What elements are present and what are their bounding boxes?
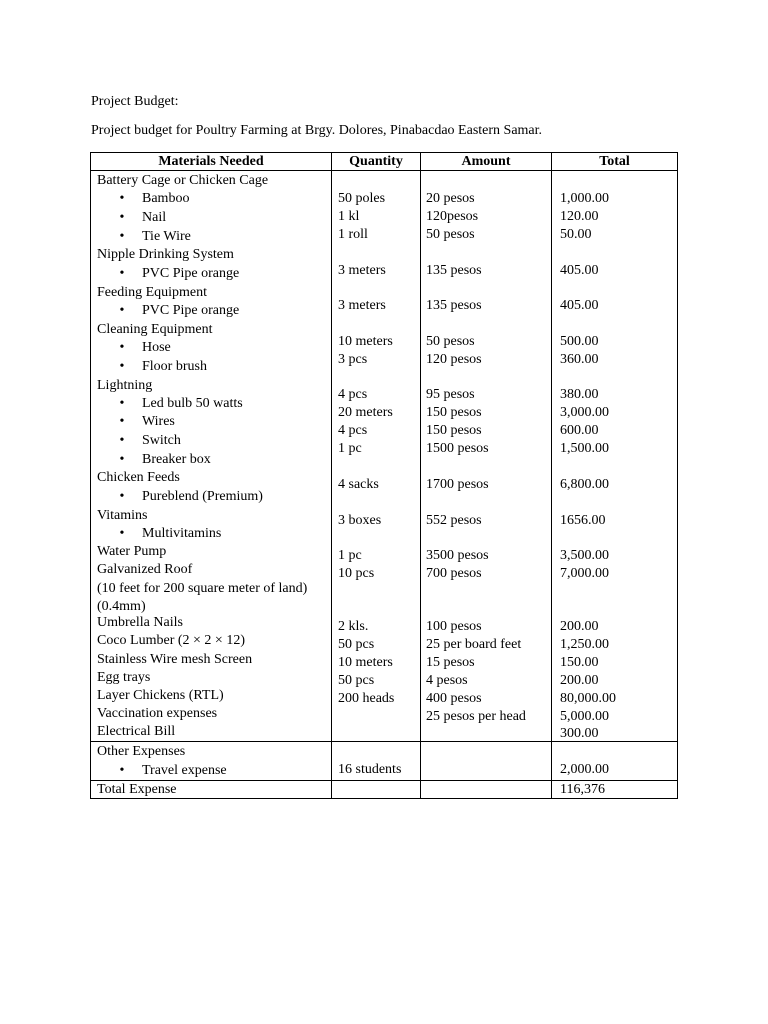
bullet-icon: • — [119, 526, 125, 541]
quantity-cell: 3 meters — [338, 263, 386, 278]
material-category: Egg trays — [97, 670, 151, 685]
total-cell: 600.00 — [560, 423, 599, 438]
material-subitem: Pureblend (Premium) — [142, 489, 263, 504]
material-subitem: Wires — [142, 414, 175, 429]
bullet-icon: • — [119, 229, 125, 244]
amount-cell: 15 pesos — [426, 655, 475, 670]
quantity-cell: 4 pcs — [338, 387, 368, 402]
quantity-cell: 1 kl — [338, 209, 360, 224]
total-cell: 1656.00 — [560, 513, 606, 528]
total-cell: 6,800.00 — [560, 477, 609, 492]
quantity-cell: 50 poles — [338, 191, 386, 206]
col-divider-3 — [551, 152, 552, 799]
amount-cell: 700 pesos — [426, 566, 482, 581]
material-subitem: Breaker box — [142, 452, 211, 467]
amount-cell: 1500 pesos — [426, 441, 489, 456]
header-amount: Amount — [461, 154, 511, 169]
amount-cell: 3500 pesos — [426, 548, 489, 563]
quantity-cell: 4 pcs — [338, 423, 368, 438]
quantity-cell: 3 pcs — [338, 352, 368, 367]
total-cell: 1,250.00 — [560, 637, 609, 652]
quantity-cell: 20 meters — [338, 405, 393, 420]
amount-cell: 150 pesos — [426, 405, 482, 420]
quantity-cell: 4 sacks — [338, 477, 379, 492]
total-cell: 405.00 — [560, 263, 599, 278]
amount-cell: 95 pesos — [426, 387, 475, 402]
quantity-cell: 50 pcs — [338, 673, 375, 688]
material-category: (0.4mm) — [97, 599, 146, 614]
total-expense-value: 116,376 — [560, 782, 605, 797]
total-cell: 405.00 — [560, 298, 599, 313]
material-category: Umbrella Nails — [97, 615, 183, 630]
material-category: Lightning — [97, 378, 153, 393]
bullet-icon: • — [119, 266, 125, 281]
material-subitem: PVC Pipe orange — [142, 303, 240, 318]
material-category: Cleaning Equipment — [97, 322, 213, 337]
amount-cell: 50 pesos — [426, 334, 475, 349]
total-cell: 1,000.00 — [560, 191, 609, 206]
amount-cell: 25 pesos per head — [426, 709, 526, 724]
quantity-cell: 1 roll — [338, 227, 368, 242]
amount-cell: 1700 pesos — [426, 477, 489, 492]
material-category: Vaccination expenses — [97, 706, 218, 721]
material-subitem: Tie Wire — [142, 229, 191, 244]
material-category: Chicken Feeds — [97, 470, 180, 485]
quantity-cell: 3 meters — [338, 298, 386, 313]
material-subitem: Floor brush — [142, 359, 207, 374]
material-subitem: Nail — [142, 210, 167, 225]
travel-expense-label: Travel expense — [142, 763, 227, 778]
col-divider-2 — [420, 152, 421, 799]
total-cell: 500.00 — [560, 334, 599, 349]
total-cell: 120.00 — [560, 209, 599, 224]
material-category: Feeding Equipment — [97, 285, 208, 300]
material-subitem: Led bulb 50 watts — [142, 396, 243, 411]
bullet-icon: • — [119, 489, 125, 504]
total-cell: 7,000.00 — [560, 566, 609, 581]
travel-quantity: 16 students — [338, 762, 402, 777]
total-cell: 3,000.00 — [560, 405, 609, 420]
amount-cell: 50 pesos — [426, 227, 475, 242]
material-category: Electrical Bill — [97, 724, 176, 739]
page-heading: Project Budget: — [91, 94, 179, 109]
amount-cell: 552 pesos — [426, 513, 482, 528]
material-category: Galvanized Roof — [97, 562, 193, 577]
amount-cell: 100 pesos — [426, 619, 482, 634]
amount-cell: 4 pesos — [426, 673, 468, 688]
quantity-cell: 2 kls. — [338, 619, 369, 634]
bullet-icon: • — [119, 433, 125, 448]
total-cell: 300.00 — [560, 726, 599, 741]
bullet-icon: • — [119, 414, 125, 429]
bullet-icon: • — [119, 210, 125, 225]
bullet-icon: • — [119, 340, 125, 355]
quantity-cell: 1 pc — [338, 548, 362, 563]
total-cell: 80,000.00 — [560, 691, 616, 706]
header-quantity: Quantity — [349, 154, 403, 169]
material-subitem: PVC Pipe orange — [142, 266, 240, 281]
material-subitem: Multivitamins — [142, 526, 222, 541]
amount-cell: 25 per board feet — [426, 637, 522, 652]
material-category: Coco Lumber (2 × 2 × 12) — [97, 633, 245, 648]
material-subitem: Hose — [142, 340, 171, 355]
total-cell: 3,500.00 — [560, 548, 609, 563]
material-subitem: Bamboo — [142, 191, 190, 206]
travel-total: 2,000.00 — [560, 762, 609, 777]
material-category: Stainless Wire mesh Screen — [97, 652, 253, 667]
amount-cell: 20 pesos — [426, 191, 475, 206]
col-divider-1 — [331, 152, 332, 799]
header-total: Total — [599, 154, 630, 169]
header-materials: Materials Needed — [158, 154, 264, 169]
amount-cell: 120 pesos — [426, 352, 482, 367]
material-category: Battery Cage or Chicken Cage — [97, 173, 269, 188]
amount-cell: 135 pesos — [426, 263, 482, 278]
page-subheading: Project budget for Poultry Farming at Brgy. Dolores, Pinabacdao Eastern Samar. — [91, 123, 543, 138]
total-cell: 380.00 — [560, 387, 599, 402]
material-category: Layer Chickens (RTL) — [97, 688, 224, 703]
material-subitem: Switch — [142, 433, 181, 448]
total-cell: 5,000.00 — [560, 709, 609, 724]
total-cell: 50.00 — [560, 227, 592, 242]
total-cell: 200.00 — [560, 673, 599, 688]
quantity-cell: 50 pcs — [338, 637, 375, 652]
quantity-cell: 10 meters — [338, 334, 393, 349]
quantity-cell: 3 boxes — [338, 513, 382, 528]
bullet-icon: • — [119, 452, 125, 467]
bullet-icon: • — [119, 359, 125, 374]
material-category: Nipple Drinking System — [97, 247, 234, 262]
material-category: Water Pump — [97, 544, 167, 559]
quantity-cell: 10 pcs — [338, 566, 375, 581]
bullet-icon: • — [119, 396, 125, 411]
other-expenses-label: Other Expenses — [97, 744, 186, 759]
material-category: Vitamins — [97, 508, 148, 523]
amount-cell: 150 pesos — [426, 423, 482, 438]
total-cell: 1,500.00 — [560, 441, 609, 456]
quantity-cell: 200 heads — [338, 691, 395, 706]
amount-cell: 120pesos — [426, 209, 479, 224]
total-cell: 150.00 — [560, 655, 599, 670]
bullet-icon: • — [119, 191, 125, 206]
amount-cell: 400 pesos — [426, 691, 482, 706]
bullet-icon: • — [119, 763, 125, 778]
total-cell: 360.00 — [560, 352, 599, 367]
quantity-cell: 10 meters — [338, 655, 393, 670]
quantity-cell: 1 pc — [338, 441, 362, 456]
material-category: (10 feet for 200 square meter of land) — [97, 581, 308, 596]
amount-cell: 135 pesos — [426, 298, 482, 313]
bullet-icon: • — [119, 303, 125, 318]
total-expense-label: Total Expense — [97, 782, 177, 797]
total-cell: 200.00 — [560, 619, 599, 634]
